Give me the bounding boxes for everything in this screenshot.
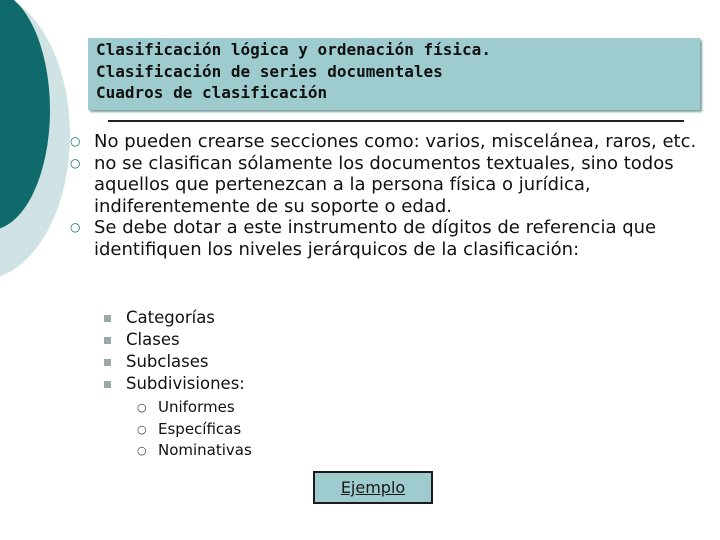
ring-bullet-icon: ○ [137,444,147,457]
ring-bullet-icon: ○ [70,220,81,234]
square-bullet-icon [104,315,111,322]
title-line-3: Cuadros de clasificación [96,83,328,102]
sub-bullet-item [104,307,245,329]
slide-title [88,38,700,110]
sub-bullet-text: Subclases [126,352,209,371]
ring-bullet-icon: ○ [70,134,81,148]
sub-bullet-item [104,329,245,351]
sub-sub-bullet-item [137,419,252,441]
bullet-item [70,153,700,218]
sub-sub-bullet-text: Nominativas [158,441,252,459]
ring-bullet-icon: ○ [70,155,81,170]
decorative-circles [0,0,80,300]
sub-bullet-text: Subdivisiones: [126,374,245,393]
square-bullet-icon [104,359,111,366]
sub-sub-bullet-list [137,397,252,462]
ring-bullet-icon: ○ [137,422,147,436]
sub-bullet-list [104,307,245,395]
main-bullet-list [70,131,700,260]
sub-sub-bullet-item [137,397,252,419]
title-divider [108,120,684,122]
sub-sub-bullet-text: Específicas [158,419,242,438]
sub-bullet-item [104,373,245,395]
bullet-item [70,217,700,260]
bullet-item [70,131,700,153]
sub-sub-bullet-item [137,440,252,462]
sub-bullet-text: Clases [126,330,180,349]
ring-bullet-icon: ○ [137,401,147,414]
example-link-button[interactable]: Ejemplo [313,471,433,504]
square-bullet-icon [104,381,111,388]
bullet-text: no se clasifican sólamente los documentos textuales, sino todos aquellos que pertenezcan a la persona física o jurídica, indiferentemente de su soporte o edad. [94,152,674,217]
bullet-text: No pueden crearse secciones como: varios, miscelánea, raros, etc. [94,131,697,152]
bullet-text: Se debe dotar a este instrumento de dígitos de referencia que identifiquen los niveles jerárquicos de la clasificación: [94,217,657,260]
title-line-1: Clasificación lógica y ordenación física. [96,40,491,59]
sub-bullet-item [104,351,245,373]
sub-sub-bullet-text: Uniformes [158,398,235,416]
sub-bullet-text: Categorías [126,308,215,327]
title-line-2: Clasificación de series documentales [96,61,443,81]
square-bullet-icon [104,337,111,344]
